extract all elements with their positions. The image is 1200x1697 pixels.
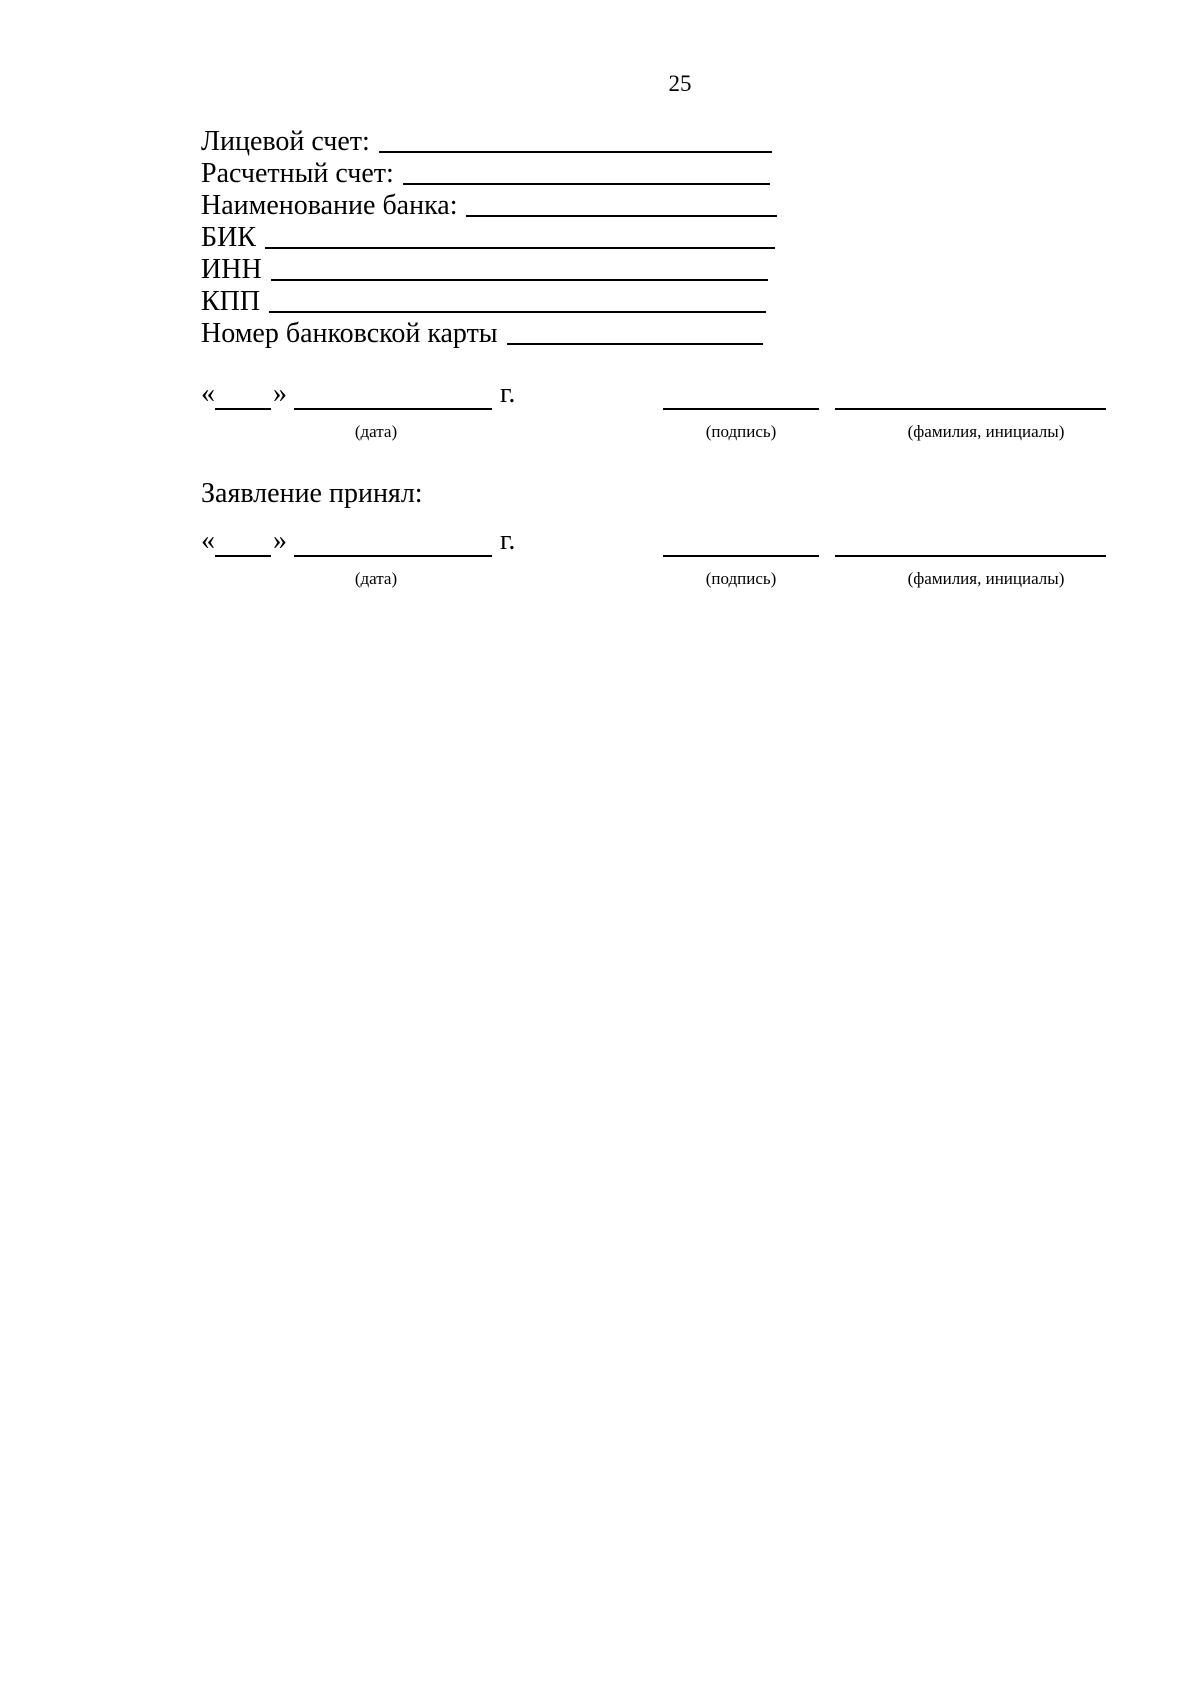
field-label: БИК	[201, 222, 256, 253]
date-caption: (дата)	[354, 569, 398, 588]
signature-blank[interactable]	[663, 408, 819, 410]
signature-caption: (подпись)	[705, 569, 777, 588]
bank-name-blank[interactable]	[466, 215, 777, 217]
personal-account-blank[interactable]	[379, 151, 772, 153]
signature-caption: (подпись)	[705, 422, 777, 441]
year-suffix: г.	[500, 525, 516, 556]
quote-close: »	[273, 525, 287, 556]
settlement-account-blank[interactable]	[403, 183, 770, 185]
field-label: КПП	[201, 286, 261, 317]
field-kpp	[201, 286, 881, 318]
applicant-signature-block	[201, 378, 1111, 458]
name-blank[interactable]	[835, 408, 1106, 410]
field-label: Расчетный счет:	[201, 158, 394, 189]
name-blank[interactable]	[835, 555, 1106, 557]
application-accepted-label: Заявление принял:	[201, 478, 423, 509]
quote-close: »	[273, 378, 287, 409]
accepted-signature-block	[201, 525, 1111, 605]
date-caption: (дата)	[354, 422, 398, 441]
field-label: Номер банковской карты	[201, 318, 498, 349]
page-number: 25	[668, 71, 692, 96]
quote-open: «	[201, 525, 215, 556]
name-caption: (фамилия, инициалы)	[907, 569, 1065, 588]
year-suffix: г.	[500, 378, 516, 409]
field-card-number	[201, 318, 881, 350]
field-inn	[201, 254, 881, 286]
month-blank[interactable]	[294, 555, 492, 557]
inn-blank[interactable]	[271, 279, 768, 281]
quote-open: «	[201, 378, 215, 409]
field-label: ИНН	[201, 254, 262, 285]
field-label: Наименование банка:	[201, 190, 458, 221]
day-blank[interactable]	[215, 408, 271, 410]
kpp-blank[interactable]	[269, 311, 766, 313]
field-settlement-account	[201, 158, 881, 190]
field-bank-name	[201, 190, 881, 222]
card-number-blank[interactable]	[507, 343, 763, 345]
signature-blank[interactable]	[663, 555, 819, 557]
field-bik	[201, 222, 881, 254]
field-personal-account	[201, 126, 881, 158]
name-caption: (фамилия, инициалы)	[907, 422, 1065, 441]
bank-details-fields	[201, 126, 881, 350]
field-label: Лицевой счет:	[201, 126, 370, 157]
bik-blank[interactable]	[265, 247, 775, 249]
day-blank[interactable]	[215, 555, 271, 557]
month-blank[interactable]	[294, 408, 492, 410]
